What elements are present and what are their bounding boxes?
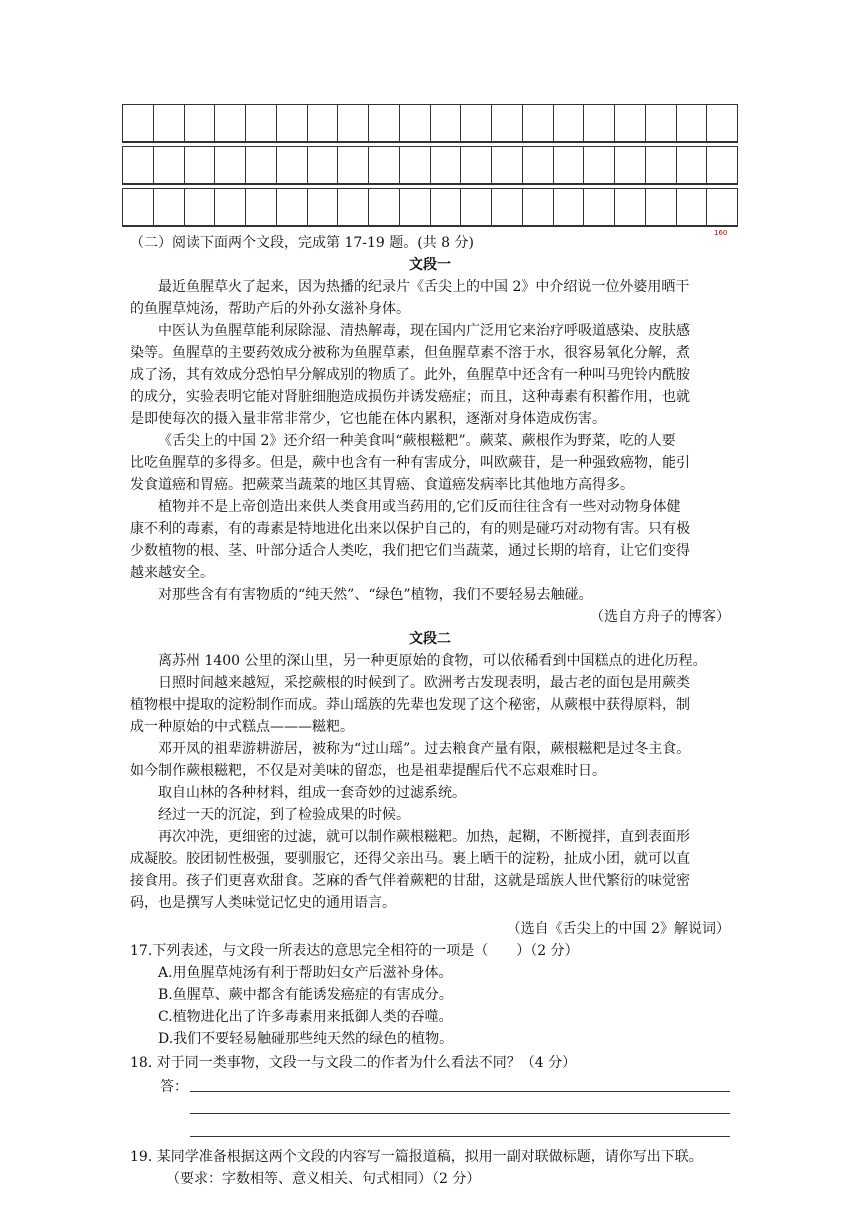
passage1-line: 是即使每次的摄入量非常非常少，它也能在体内累积，逐渐对身体造成伤害。	[130, 411, 606, 427]
passage2-line: 成一种原始的中式糕点———糍粑。	[130, 719, 354, 735]
question-18-stem: 18. 对于同一类事物，文段一与文段二的作者为什么看法不同？（4 分）	[130, 1055, 577, 1071]
grid-cell	[246, 188, 277, 226]
passage2-line: 取自山林的各种材料，组成一套奇妙的过滤系统。	[158, 785, 466, 801]
passage1-title: 文段一	[409, 257, 451, 273]
grid-cell	[646, 188, 677, 226]
grid-cell	[308, 188, 339, 226]
passage1-line: 成了汤，其有效成分恐怕早分解成别的物质了。此外，鱼腥草中还含有一种叫马兜铃内酰胺	[130, 367, 690, 383]
grid-cell	[707, 188, 738, 226]
grid-cell	[584, 188, 615, 226]
grid-cell	[554, 188, 585, 226]
passage1-line: 越来越安全。	[130, 565, 214, 581]
passage2-title: 文段二	[409, 631, 451, 647]
passage2-line: 植物根中提取的淀粉制作而成。莽山瑶族的先辈也发现了这个秘密，从蕨根中获得原料，制	[130, 697, 690, 713]
grid-rule	[122, 142, 738, 143]
grid-cell	[615, 104, 646, 142]
passage1-line: 少数植物的根、茎、叶部分适合人类吃，我们把它们当蔬菜，通过长期的培育，让它们变得	[130, 543, 690, 559]
passage2-line: 接食用。孩子们更喜欢甜食。芝麻的香气伴着蕨粑的甘甜，这就是瑶族人世代繁衍的味觉密	[130, 873, 690, 889]
passage2-line: 离苏州 1400 公里的深山里，另一种更原始的食物，可以依稀看到中国糕点的进化历程。	[158, 653, 707, 669]
grid-cell	[646, 104, 677, 142]
grid-cell	[277, 188, 308, 226]
grid-cell	[246, 146, 277, 184]
passage2-line: 如今制作蕨根糍粑，不仅是对美味的留恋，也是祖辈提醒后代不忘艰难时日。	[130, 763, 606, 779]
passage2-line: 日照时间越来越短，采挖蕨根的时候到了。欧洲考古发现表明，最古老的面包是用蕨类	[158, 675, 690, 691]
passage2-source: （选自《舌尖上的中国 2》解说词）	[506, 921, 730, 937]
grid-cell	[677, 146, 708, 184]
passage1-line: 植物并不是上帝创造出来供人类食用或当药用的,它们反而往往含有一些对动物身体健	[158, 499, 681, 515]
grid-row-2	[122, 146, 738, 184]
passage1-line: 发食道癌和胃癌。把蕨菜当蔬菜的地区其胃癌、食道癌发病率比其他地方高得多。	[130, 477, 634, 493]
passage1-line: 染等。鱼腥草的主要药效成分被称为鱼腥草素，但鱼腥草素不溶于水，很容易氧化分解，煮	[130, 345, 690, 361]
grid-cell	[246, 104, 277, 142]
grid-cell	[215, 104, 246, 142]
grid-cell	[185, 146, 216, 184]
grid-cell	[154, 188, 185, 226]
grid-cell	[523, 146, 554, 184]
section-heading: （二）阅读下面两个文段，完成第 17-19 题。(共 8 分)	[130, 235, 474, 251]
grid-cell	[461, 104, 492, 142]
grid-cell	[154, 146, 185, 184]
passage2-line: 码，也是撰写人类味觉记忆史的通用语言。	[130, 895, 396, 911]
word-count-marker: 160	[714, 229, 728, 237]
passage1-line: 《舌尖上的中国 2》还介绍一种美食叫“蕨根糍粑”。蕨菜、蕨根作为野菜，吃的人要	[158, 433, 676, 449]
passage1-line: 的成分，实验表明它能对肾脏细胞造成损伤并诱发癌症；而且，这种毒素有积蓄作用，也就	[130, 389, 690, 405]
grid-rule	[122, 226, 738, 227]
passage1-line: 最近鱼腥草火了起来，因为热播的纪录片《舌尖上的中国 2》中介绍说一位外婆用晒干	[158, 279, 690, 295]
grid-cell	[308, 104, 339, 142]
grid-cell	[369, 188, 400, 226]
grid-cell	[461, 188, 492, 226]
grid-cell	[554, 104, 585, 142]
grid-cell	[615, 146, 646, 184]
grid-cell	[369, 104, 400, 142]
grid-cell	[523, 188, 554, 226]
grid-cell	[677, 104, 708, 142]
answer-label: 答：	[160, 1079, 188, 1095]
question-17-option-a: A.用鱼腥草炖汤有利于帮助妇女产后滋补身体。	[158, 965, 453, 981]
grid-cell	[461, 146, 492, 184]
grid-cell	[154, 104, 185, 142]
question-17-option-b: B.鱼腥草、蕨中都含有能诱发癌症的有害成分。	[158, 987, 453, 1003]
grid-cell	[122, 188, 154, 226]
passage1-line: 对那些含有有害物质的“纯天然”、“绿色”植物，我们不要轻易去触碰。	[158, 587, 593, 603]
passage1-line: 中医认为鱼腥草能利尿除湿、清热解毒，现在国内广泛用它来治疗呼吸道感染、皮肤感	[158, 323, 690, 339]
grid-cell	[215, 146, 246, 184]
grid-cell	[215, 188, 246, 226]
grid-cell	[615, 188, 646, 226]
question-19-requirement: （要求：字数相等、意义相关、句式相同）（2 分）	[166, 1171, 481, 1187]
question-17-option-c: C.植物进化出了许多毒素用来抵御人类的吞噬。	[158, 1009, 453, 1025]
passage2-line: 邓开凤的祖辈游耕游居，被称为“过山瑶”。过去粮食产量有限，蕨根糍粑是过冬主食。	[158, 741, 691, 757]
grid-cell	[492, 188, 523, 226]
grid-cell	[122, 104, 154, 142]
grid-cell	[677, 188, 708, 226]
answer-line	[190, 1091, 730, 1092]
grid-cell	[431, 188, 462, 226]
grid-row-1	[122, 104, 738, 142]
grid-cell	[707, 146, 738, 184]
grid-cell	[400, 104, 431, 142]
question-17-stem: 17.下列表述，与文段一所表达的意思完全相符的一项是（ ）（2 分）	[130, 943, 579, 959]
grid-cell	[185, 188, 216, 226]
grid-cell	[122, 146, 154, 184]
passage1-line: 的鱼腥草炖汤，帮助产后的外孙女滋补身体。	[130, 301, 410, 317]
grid-cell	[338, 188, 369, 226]
grid-cell	[492, 146, 523, 184]
grid-row-3	[122, 188, 738, 226]
grid-cell	[431, 104, 462, 142]
grid-cell	[400, 146, 431, 184]
passage1-line: 康不利的毒素，有的毒素是特地进化出来以保护自己的，有的则是碰巧对动物有害。只有极	[130, 521, 690, 537]
grid-cell	[308, 146, 339, 184]
answer-line	[190, 1136, 730, 1137]
grid-cell	[369, 146, 400, 184]
passage2-line: 经过一天的沉淀，到了检验成果的时候。	[158, 807, 410, 823]
passage2-line: 再次冲洗，更细密的过滤，就可以制作蕨根糍粑。加热，起糊，不断搅拌，直到表面形	[158, 829, 690, 845]
grid-cell	[707, 104, 738, 142]
grid-cell	[523, 104, 554, 142]
passage1-line: 比吃鱼腥草的多得多。但是，蕨中也含有一种有害成分，叫欧蕨苷，是一种强致癌物，能引	[130, 455, 690, 471]
grid-cell	[277, 104, 308, 142]
grid-cell	[492, 104, 523, 142]
grid-cell	[185, 104, 216, 142]
grid-cell	[277, 146, 308, 184]
passage2-line: 成凝胶。胶团韧性极强，要驯服它，还得父亲出马。裹上晒干的淀粉，扯成小团，就可以直	[130, 851, 690, 867]
grid-cell	[431, 146, 462, 184]
grid-cell	[400, 188, 431, 226]
answer-line	[190, 1113, 730, 1114]
question-19-stem: 19. 某同学准备根据这两个文段的内容写一篇报道稿，拟用一副对联做标题，请你写出下联。	[130, 1149, 703, 1165]
passage1-source: （选自方舟子的博客）	[590, 609, 730, 625]
grid-cell	[584, 104, 615, 142]
grid-cell	[554, 146, 585, 184]
grid-cell	[338, 104, 369, 142]
grid-cell	[584, 146, 615, 184]
grid-cell	[646, 146, 677, 184]
grid-cell	[338, 146, 369, 184]
grid-rule	[122, 184, 738, 185]
question-17-option-d: D.我们不要轻易触碰那些纯天然的绿色的植物。	[158, 1031, 454, 1047]
